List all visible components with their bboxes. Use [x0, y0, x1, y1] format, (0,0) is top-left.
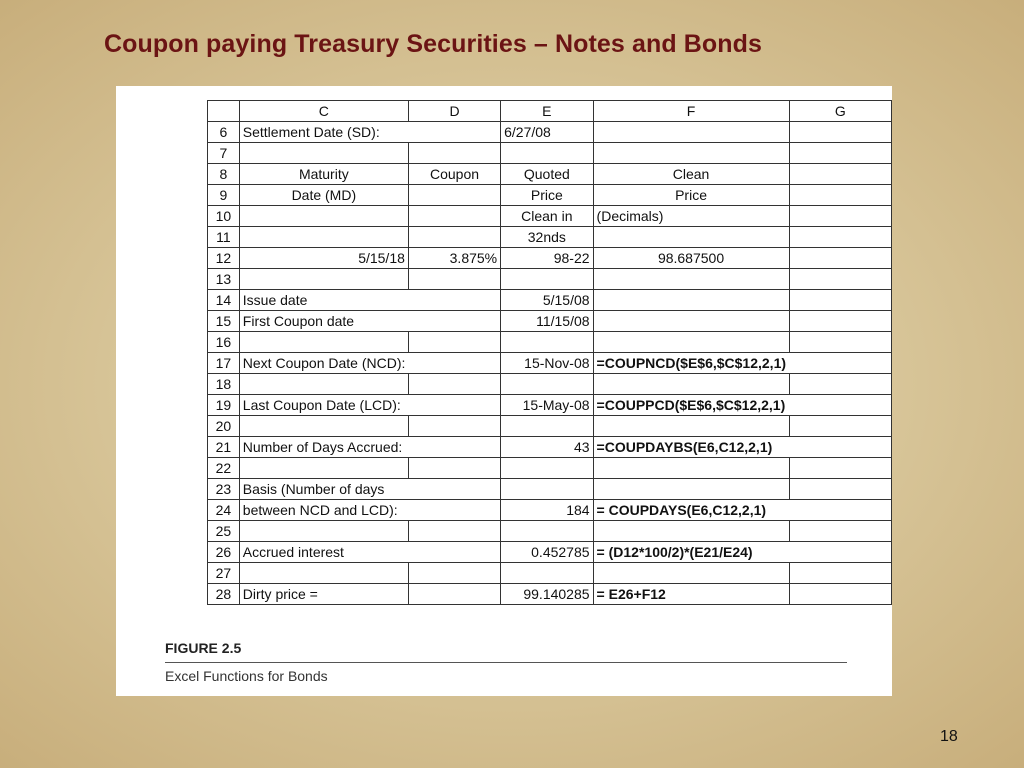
- table-row: [208, 437, 892, 458]
- slide-title: Coupon paying Treasury Securities – Notes and Bonds: [104, 30, 763, 58]
- table-row: [208, 185, 892, 206]
- table-row: [208, 353, 892, 374]
- cell: [501, 269, 593, 290]
- row-number: 21: [208, 437, 240, 458]
- cell: [501, 479, 593, 500]
- cell: [501, 374, 593, 395]
- table-row: [208, 332, 892, 353]
- next-coupon-date-formula: =COUPNCD($E$6,$C$12,2,1): [593, 353, 789, 374]
- table-row: [208, 164, 892, 185]
- dirty-price-value: 99.140285: [501, 584, 593, 605]
- table-row: [208, 584, 892, 605]
- table-row: [208, 122, 892, 143]
- table-row: [208, 374, 892, 395]
- row-number: 16: [208, 332, 240, 353]
- cell: [789, 122, 891, 143]
- header-cell: Clean in: [501, 206, 593, 227]
- cell: [789, 500, 891, 521]
- cell: [408, 500, 500, 521]
- cell: [239, 521, 408, 542]
- first-coupon-date-value: 11/15/08: [501, 311, 593, 332]
- settlement-date-value: 6/27/08: [501, 122, 593, 143]
- cell: [789, 458, 891, 479]
- row-number: 27: [208, 563, 240, 584]
- coupon-value: 3.875%: [408, 248, 500, 269]
- accrued-interest-value: 0.452785: [501, 542, 593, 563]
- cell: [789, 521, 891, 542]
- cell: [408, 542, 500, 563]
- header-cell: Price: [593, 185, 789, 206]
- cell: [239, 143, 408, 164]
- spreadsheet: [207, 100, 892, 605]
- cell: [789, 437, 891, 458]
- basis-label-line1: Basis (Number of days: [239, 479, 408, 500]
- cell: [789, 290, 891, 311]
- header-cell: Clean: [593, 164, 789, 185]
- quoted-price-value: 98-22: [501, 248, 593, 269]
- cell: [408, 458, 500, 479]
- row-number: 13: [208, 269, 240, 290]
- table-row: [208, 416, 892, 437]
- days-accrued-formula: =COUPDAYBS(E6,C12,2,1): [593, 437, 789, 458]
- cell: [408, 290, 500, 311]
- row-number: 7: [208, 143, 240, 164]
- row-number: 24: [208, 500, 240, 521]
- cell: [789, 563, 891, 584]
- last-coupon-date-formula: =COUPPCD($E$6,$C$12,2,1): [593, 395, 789, 416]
- cell: [408, 353, 500, 374]
- table-row: [208, 311, 892, 332]
- cell: [593, 269, 789, 290]
- cell: [593, 290, 789, 311]
- cell: [789, 332, 891, 353]
- clean-price-value: 98.687500: [593, 248, 789, 269]
- cell: [408, 521, 500, 542]
- cell: [501, 143, 593, 164]
- settlement-date-label: Settlement Date (SD):: [239, 122, 408, 143]
- cell: [501, 416, 593, 437]
- column-header-row: [208, 101, 892, 122]
- cell: [593, 458, 789, 479]
- cell: [789, 584, 891, 605]
- header-cell: (Decimals): [593, 206, 789, 227]
- cell: [789, 164, 891, 185]
- last-coupon-date-value: 15-May-08: [501, 395, 593, 416]
- cell: [593, 479, 789, 500]
- cell: [593, 416, 789, 437]
- cell: [593, 143, 789, 164]
- row-number: 15: [208, 311, 240, 332]
- column-header-d: D: [408, 101, 500, 122]
- table-row: [208, 458, 892, 479]
- cell: [408, 122, 500, 143]
- dirty-price-formula: = E26+F12: [593, 584, 789, 605]
- cell: [593, 311, 789, 332]
- figure-caption: Excel Functions for Bonds: [165, 668, 328, 684]
- cell: [593, 122, 789, 143]
- cell: [501, 521, 593, 542]
- row-number: 28: [208, 584, 240, 605]
- issue-date-value: 5/15/08: [501, 290, 593, 311]
- table-row: [208, 227, 892, 248]
- cell: [501, 332, 593, 353]
- cell: [408, 374, 500, 395]
- header-cell: Coupon: [408, 164, 500, 185]
- cell: [789, 206, 891, 227]
- header-cell: Maturity: [239, 164, 408, 185]
- cell: [239, 416, 408, 437]
- cell: [789, 353, 891, 374]
- cell: [408, 311, 500, 332]
- table-row: [208, 269, 892, 290]
- cell: [239, 269, 408, 290]
- maturity-date-value: 5/15/18: [239, 248, 408, 269]
- cell: [239, 227, 408, 248]
- basis-formula: = COUPDAYS(E6,C12,2,1): [593, 500, 789, 521]
- cell: [501, 563, 593, 584]
- header-cell: Price: [501, 185, 593, 206]
- page-number: 18: [940, 728, 958, 745]
- column-header-e: E: [501, 101, 593, 122]
- cell: [789, 374, 891, 395]
- table-row: [208, 542, 892, 563]
- cell: [408, 143, 500, 164]
- cell: [408, 437, 500, 458]
- row-number: 19: [208, 395, 240, 416]
- row-number: 9: [208, 185, 240, 206]
- table-row: [208, 395, 892, 416]
- row-number: 22: [208, 458, 240, 479]
- corner-cell: [208, 101, 240, 122]
- row-number: 18: [208, 374, 240, 395]
- issue-date-label: Issue date: [239, 290, 408, 311]
- row-number: 17: [208, 353, 240, 374]
- table-row: [208, 563, 892, 584]
- cell: [593, 227, 789, 248]
- next-coupon-date-value: 15-Nov-08: [501, 353, 593, 374]
- cell: [593, 521, 789, 542]
- accrued-interest-formula: = (D12*100/2)*(E21/E24): [593, 542, 789, 563]
- row-number: 26: [208, 542, 240, 563]
- cell: [593, 374, 789, 395]
- cell: [789, 185, 891, 206]
- basis-label-line2: between NCD and LCD):: [239, 500, 408, 521]
- row-number: 6: [208, 122, 240, 143]
- column-header-f: F: [593, 101, 789, 122]
- cell: [501, 458, 593, 479]
- cell: [593, 563, 789, 584]
- cell: [789, 248, 891, 269]
- figure-divider: [165, 662, 847, 663]
- dirty-price-label: Dirty price =: [239, 584, 408, 605]
- cell: [789, 143, 891, 164]
- cell: [408, 563, 500, 584]
- cell: [789, 269, 891, 290]
- cell: [408, 584, 500, 605]
- column-header-g: G: [789, 101, 891, 122]
- row-number: 20: [208, 416, 240, 437]
- row-number: 8: [208, 164, 240, 185]
- header-cell: Quoted: [501, 164, 593, 185]
- table-row: [208, 500, 892, 521]
- cell: [789, 416, 891, 437]
- header-cell: Date (MD): [239, 185, 408, 206]
- row-number: 10: [208, 206, 240, 227]
- cell: [239, 458, 408, 479]
- cell: [789, 395, 891, 416]
- last-coupon-date-label: Last Coupon Date (LCD):: [239, 395, 408, 416]
- days-accrued-value: 43: [501, 437, 593, 458]
- cell: [408, 479, 500, 500]
- cell: [408, 416, 500, 437]
- cell: [789, 479, 891, 500]
- cell: [408, 332, 500, 353]
- cell: [408, 185, 500, 206]
- table-row: [208, 290, 892, 311]
- cell: [239, 206, 408, 227]
- row-number: 11: [208, 227, 240, 248]
- cell: [408, 206, 500, 227]
- header-cell: 32nds: [501, 227, 593, 248]
- cell: [408, 269, 500, 290]
- cell: [239, 563, 408, 584]
- row-number: 23: [208, 479, 240, 500]
- accrued-interest-label: Accrued interest: [239, 542, 408, 563]
- table-row: [208, 143, 892, 164]
- cell: [593, 332, 789, 353]
- cell: [789, 227, 891, 248]
- cell: [789, 542, 891, 563]
- next-coupon-date-label: Next Coupon Date (NCD):: [239, 353, 408, 374]
- cell: [239, 374, 408, 395]
- row-number: 14: [208, 290, 240, 311]
- row-number: 12: [208, 248, 240, 269]
- table-row: [208, 248, 892, 269]
- cell: [789, 311, 891, 332]
- table-row: [208, 479, 892, 500]
- figure-label: FIGURE 2.5: [165, 640, 242, 656]
- row-number: 25: [208, 521, 240, 542]
- table-row: [208, 206, 892, 227]
- days-accrued-label: Number of Days Accrued:: [239, 437, 408, 458]
- column-header-c: C: [239, 101, 408, 122]
- cell: [239, 332, 408, 353]
- basis-value: 184: [501, 500, 593, 521]
- figure-panel: [116, 86, 892, 696]
- cell: [408, 395, 500, 416]
- cell: [408, 227, 500, 248]
- table-row: [208, 521, 892, 542]
- first-coupon-date-label: First Coupon date: [239, 311, 408, 332]
